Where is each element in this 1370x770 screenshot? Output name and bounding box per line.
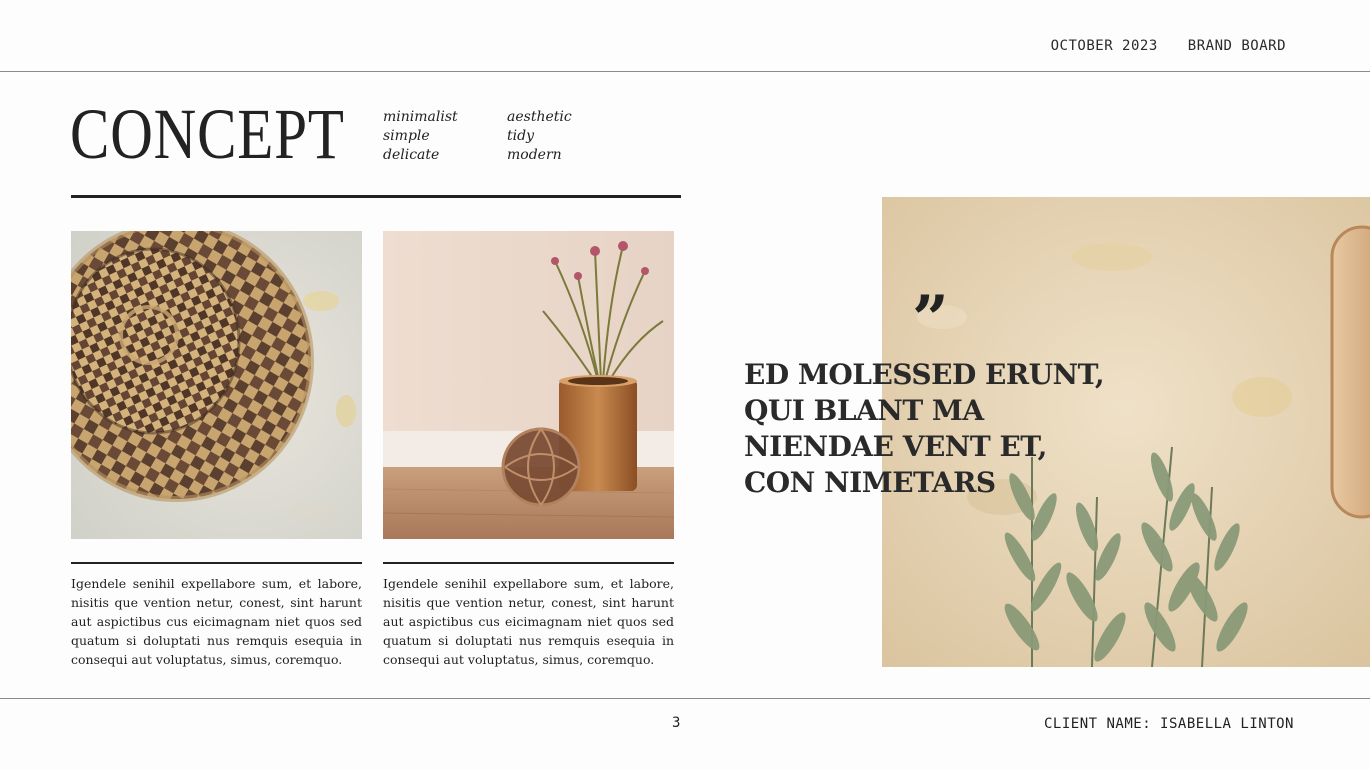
- card-divider: [71, 562, 362, 564]
- keyword: tidy: [507, 128, 534, 144]
- keyword: simple: [383, 128, 430, 144]
- header-meta: [1051, 38, 1286, 54]
- pull-quote: ED MOLESSED ERUNT, QUI BLANT MA NIENDAE VENT ET, CON NIMETARS: [744, 358, 1105, 499]
- keywords-column-1: [383, 108, 458, 165]
- page-number: 3: [672, 715, 681, 731]
- card-divider: [383, 562, 674, 564]
- keyword: aesthetic: [507, 109, 572, 125]
- header-section: BRAND BOARD: [1187, 38, 1286, 54]
- vase-decor-photo: [383, 231, 674, 539]
- client-name: CLIENT NAME: ISABELLA LINTON: [1043, 716, 1294, 732]
- keywords-column-2: [507, 108, 572, 165]
- header-date: OCTOBER 2023: [1050, 38, 1158, 54]
- quote-mark-icon: ”: [912, 282, 949, 357]
- straw-hat-photo: [71, 231, 362, 539]
- page-title: CONCEPT: [70, 94, 345, 174]
- keyword: modern: [507, 147, 562, 163]
- title-divider: [71, 195, 681, 198]
- card-body-text: Igendele senihil expellabore sum, et labore, nisitis que vention netur, conest, sint harunt aut aspictibus cus eicimagnam niet quos sed quatum si doluptati nus remquis esequia in consequi aut voluptatus, simus, coremquo.: [383, 576, 674, 667]
- card-body-text: Igendele senihil expellabore sum, et labore, nisitis que vention netur, conest, sint harunt aut aspictibus cus eicimagnam niet quos sed quatum si doluptati nus remquis esequia in consequi aut voluptatus, simus, coremquo.: [71, 576, 362, 667]
- keyword: delicate: [383, 147, 440, 163]
- footer-divider: [0, 698, 1370, 699]
- keyword: minimalist: [383, 109, 458, 125]
- header-divider: [0, 71, 1370, 72]
